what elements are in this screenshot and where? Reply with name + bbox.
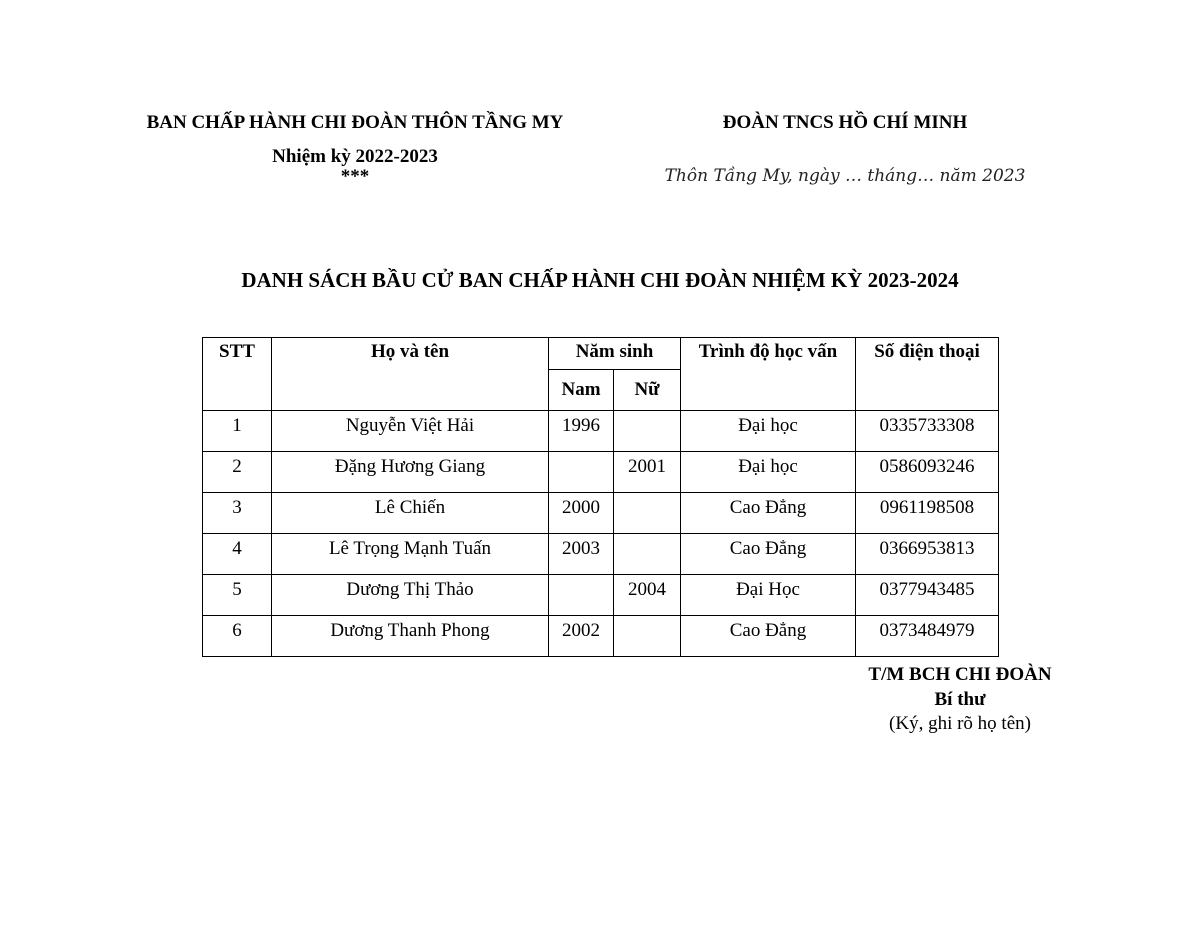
cell-stt: 4 (203, 534, 272, 575)
header-birth-year: Năm sinh (549, 338, 681, 370)
cell-stt: 2 (203, 452, 272, 493)
cell-phone: 0377943485 (856, 575, 999, 616)
cell-male: 2000 (549, 493, 614, 534)
table-row (203, 452, 999, 493)
cell-education: Cao Đẳng (681, 493, 856, 534)
header-male: Nam (549, 370, 614, 411)
table-row (203, 616, 999, 657)
table-row (203, 575, 999, 616)
cell-female (614, 411, 681, 452)
cell-stt: 5 (203, 575, 272, 616)
table-row (203, 534, 999, 575)
cell-stt: 6 (203, 616, 272, 657)
stars-divider: *** (340, 166, 370, 187)
date-line: Thôn Tầng My, ngày … tháng… năm 2023 (664, 166, 1026, 186)
header-education: Trình độ học vấn (681, 338, 856, 411)
cell-name: Đặng Hương Giang (272, 452, 549, 493)
cell-female: 2001 (614, 452, 681, 493)
cell-stt: 1 (203, 411, 272, 452)
term-label: Nhiệm kỳ 2022-2023 (272, 146, 438, 167)
cell-education: Cao Đẳng (681, 616, 856, 657)
header-right (640, 110, 1050, 186)
cell-phone: 0586093246 (856, 452, 999, 493)
cell-name: Dương Thị Thảo (272, 575, 549, 616)
table-row (203, 411, 999, 452)
cell-education: Đại học (681, 452, 856, 493)
header-phone: Số điện thoại (856, 338, 999, 411)
cell-male (549, 452, 614, 493)
cell-name: Lê Trọng Mạnh Tuấn (272, 534, 549, 575)
cell-education: Đại học (681, 411, 856, 452)
signature-note: (Ký, ghi rõ họ tên) (889, 713, 1031, 734)
cell-phone: 0335733308 (856, 411, 999, 452)
signature-org: T/M BCH CHI ĐOÀN (868, 664, 1052, 685)
document-title: DANH SÁCH BẦU CỬ BAN CHẤP HÀNH CHI ĐOÀN NHIỆM KỲ 2023-2024 (241, 268, 959, 292)
cell-male: 2002 (549, 616, 614, 657)
table-row (203, 493, 999, 534)
cell-phone: 0366953813 (856, 534, 999, 575)
cell-stt: 3 (203, 493, 272, 534)
candidate-table (202, 337, 999, 657)
signature-role: Bí thư (934, 689, 986, 710)
org-name-right: ĐOÀN TNCS HỒ CHÍ MINH (722, 112, 968, 133)
cell-male: 2003 (549, 534, 614, 575)
cell-female (614, 534, 681, 575)
cell-male: 1996 (549, 411, 614, 452)
cell-male (549, 575, 614, 616)
table-body (203, 411, 999, 657)
header-stt: STT (203, 338, 272, 411)
cell-name: Nguyễn Việt Hải (272, 411, 549, 452)
header-left (100, 110, 610, 186)
header-female: Nữ (614, 370, 681, 411)
org-name-left: BAN CHẤP HÀNH CHI ĐOÀN THÔN TẦNG MY (146, 112, 564, 133)
cell-phone: 0373484979 (856, 616, 999, 657)
cell-education: Đại Học (681, 575, 856, 616)
signature-block (820, 662, 1100, 736)
cell-phone: 0961198508 (856, 493, 999, 534)
cell-name: Lê Chiến (272, 493, 549, 534)
cell-female (614, 493, 681, 534)
cell-female (614, 616, 681, 657)
cell-female: 2004 (614, 575, 681, 616)
cell-name: Dương Thanh Phong (272, 616, 549, 657)
cell-education: Cao Đẳng (681, 534, 856, 575)
header-name: Họ và tên (272, 338, 549, 411)
